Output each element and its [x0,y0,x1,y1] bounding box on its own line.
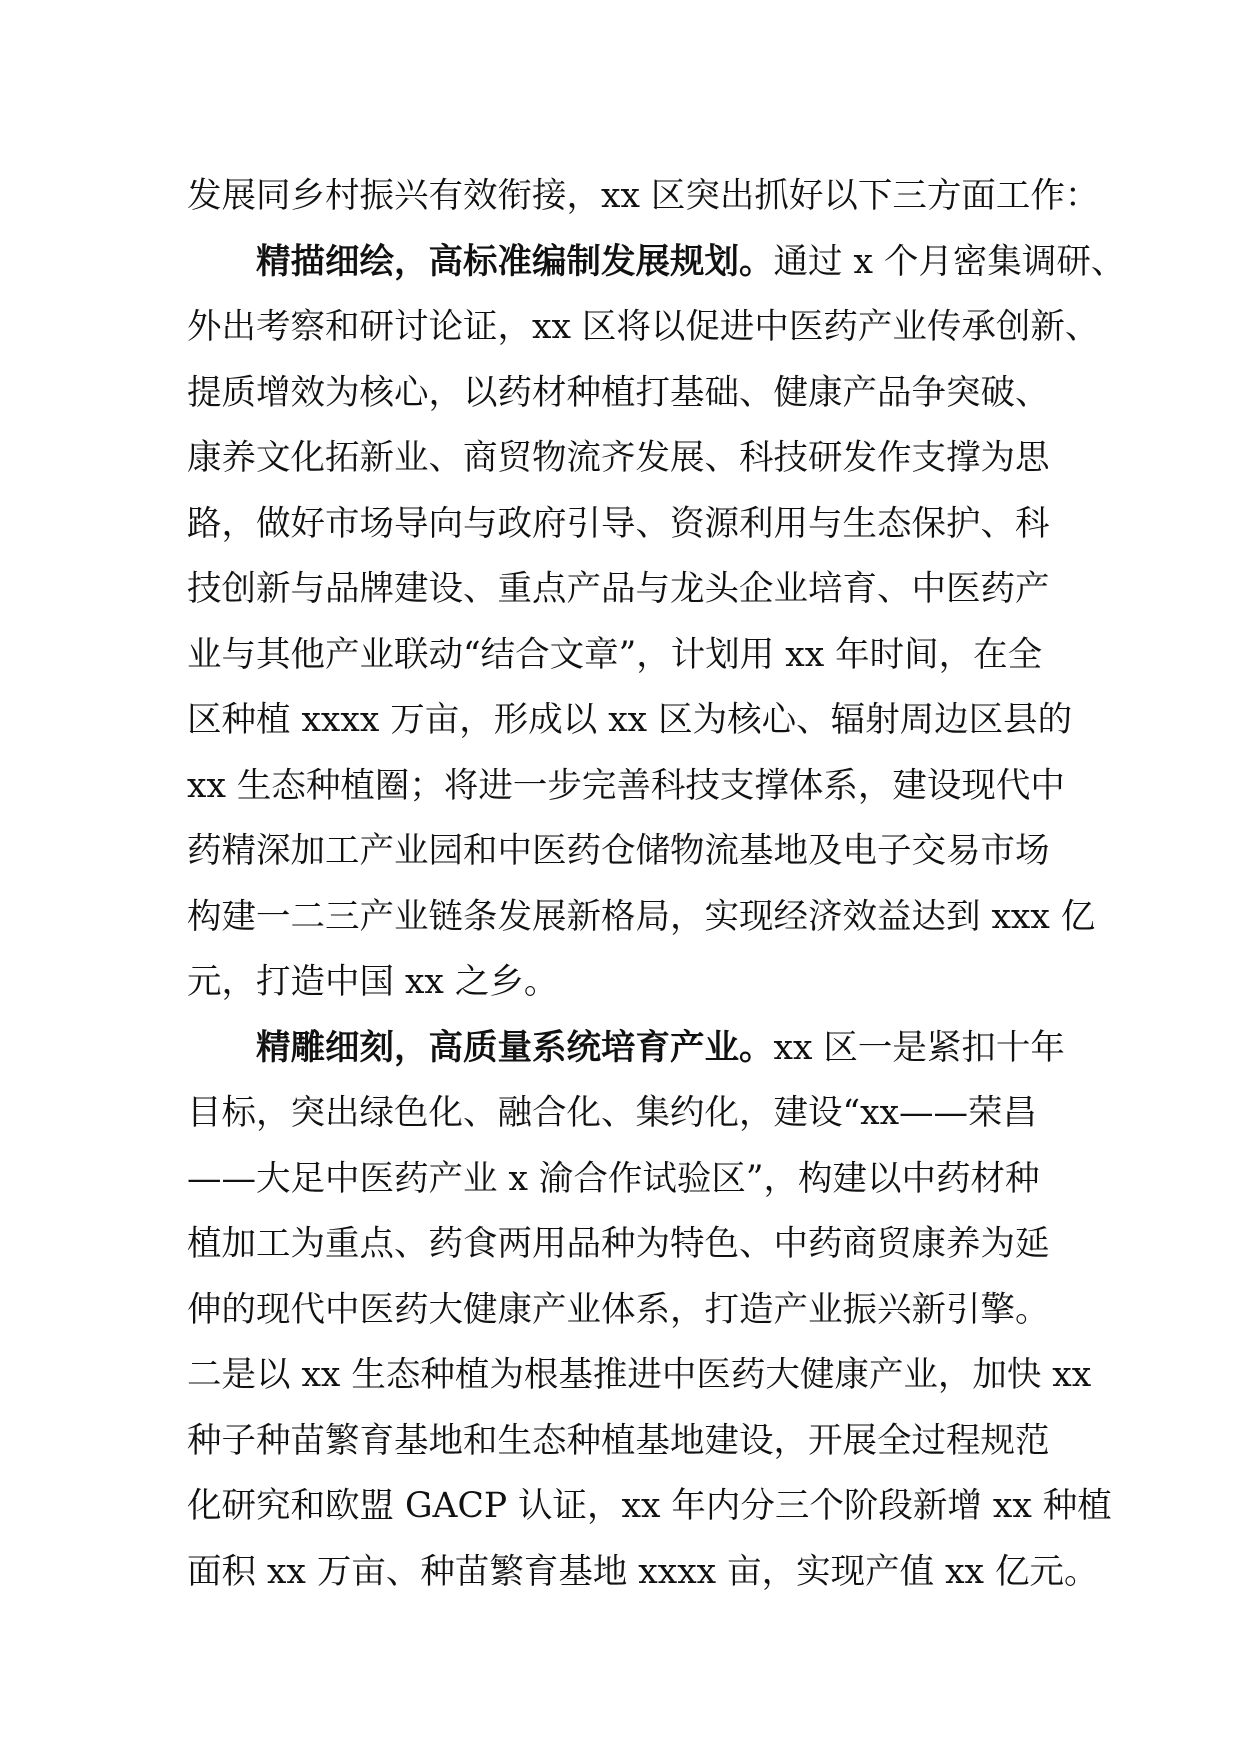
text-line: 伸的现代中医药大健康产业体系，打造产业振兴新引擎。 [187,1289,1050,1330]
text-line: 路，做好市场导向与政府引导、资源利用与生态保护、科 [187,503,1050,544]
section-heading-planning: 精描细绘，高标准编制发展规划。 [256,241,774,282]
text-line: 业与其他产业联动“结合文章”，计划用 xx 年时间，在全 [187,634,1043,675]
paragraph-planning [187,230,1126,1016]
text-line: 提质增效为核心，以药材种植打基础、健康产品争突破、 [187,372,1050,413]
text-line: 发展同乡村振兴有效衔接，xx 区突出抓好以下三方面工作： [187,176,1100,216]
text-segment: 通过 x 个月密集调研、 [773,241,1126,282]
text-line: 二是以 xx 生态种植为根基推进中医药大健康产业，加快 xx [187,1355,1092,1395]
text-line: xx 生态种植圈；将进一步完善科技支撑体系，建设现代中 [187,765,1065,806]
text-line: 元，打造中国 xx 之乡。 [187,962,559,1002]
text-line: 面积 xx 万亩、种苗繁育基地 xxxx 亩，实现产值 xx 亿元。 [187,1551,1099,1592]
text-segment: xx 区一是紧扣十年 [773,1027,1065,1068]
text-line: 目标，突出绿色化、融合化、集约化，建设“xx——荣昌 [187,1093,1038,1133]
text-line: 种子种苗繁育基地和生态种植基地建设，开展全过程规范 [187,1420,1050,1461]
text-line: 区种植 xxxx 万亩，形成以 xx 区为核心、辐射周边区县的 [187,700,1073,740]
text-line: ——大足中医药产业 x 渝合作试验区”，构建以中药材种 [187,1158,1040,1199]
text-line: 药精深加工产业园和中医药仓储物流基地及电子交易市场 [187,831,1050,871]
text-line [187,230,1126,296]
text-line: 技创新与品牌建设、重点产品与龙头企业培育、中医药产 [187,569,1050,609]
section-heading-industry: 精雕细刻，高质量系统培育产业。 [256,1027,774,1068]
text-line: 康养文化拓新业、商贸物流齐发展、科技研发作支撑为思 [187,438,1050,478]
document-page [187,164,1126,1605]
paragraph-industry [187,1016,1112,1606]
text-line: 构建一二三产业链条发展新格局，实现经济效益达到 xxx 亿 [187,896,1096,937]
text-line: 植加工为重点、药食两用品种为特色、中药商贸康养为延 [187,1224,1050,1264]
text-line [187,1016,1065,1082]
text-line: 化研究和欧盟 GACP 认证，xx 年内分三个阶段新增 xx 种植 [187,1486,1112,1526]
paragraph-intro [187,164,1100,230]
text-line: 外出考察和研讨论证，xx 区将以促进中医药产业传承创新、 [187,307,1100,347]
